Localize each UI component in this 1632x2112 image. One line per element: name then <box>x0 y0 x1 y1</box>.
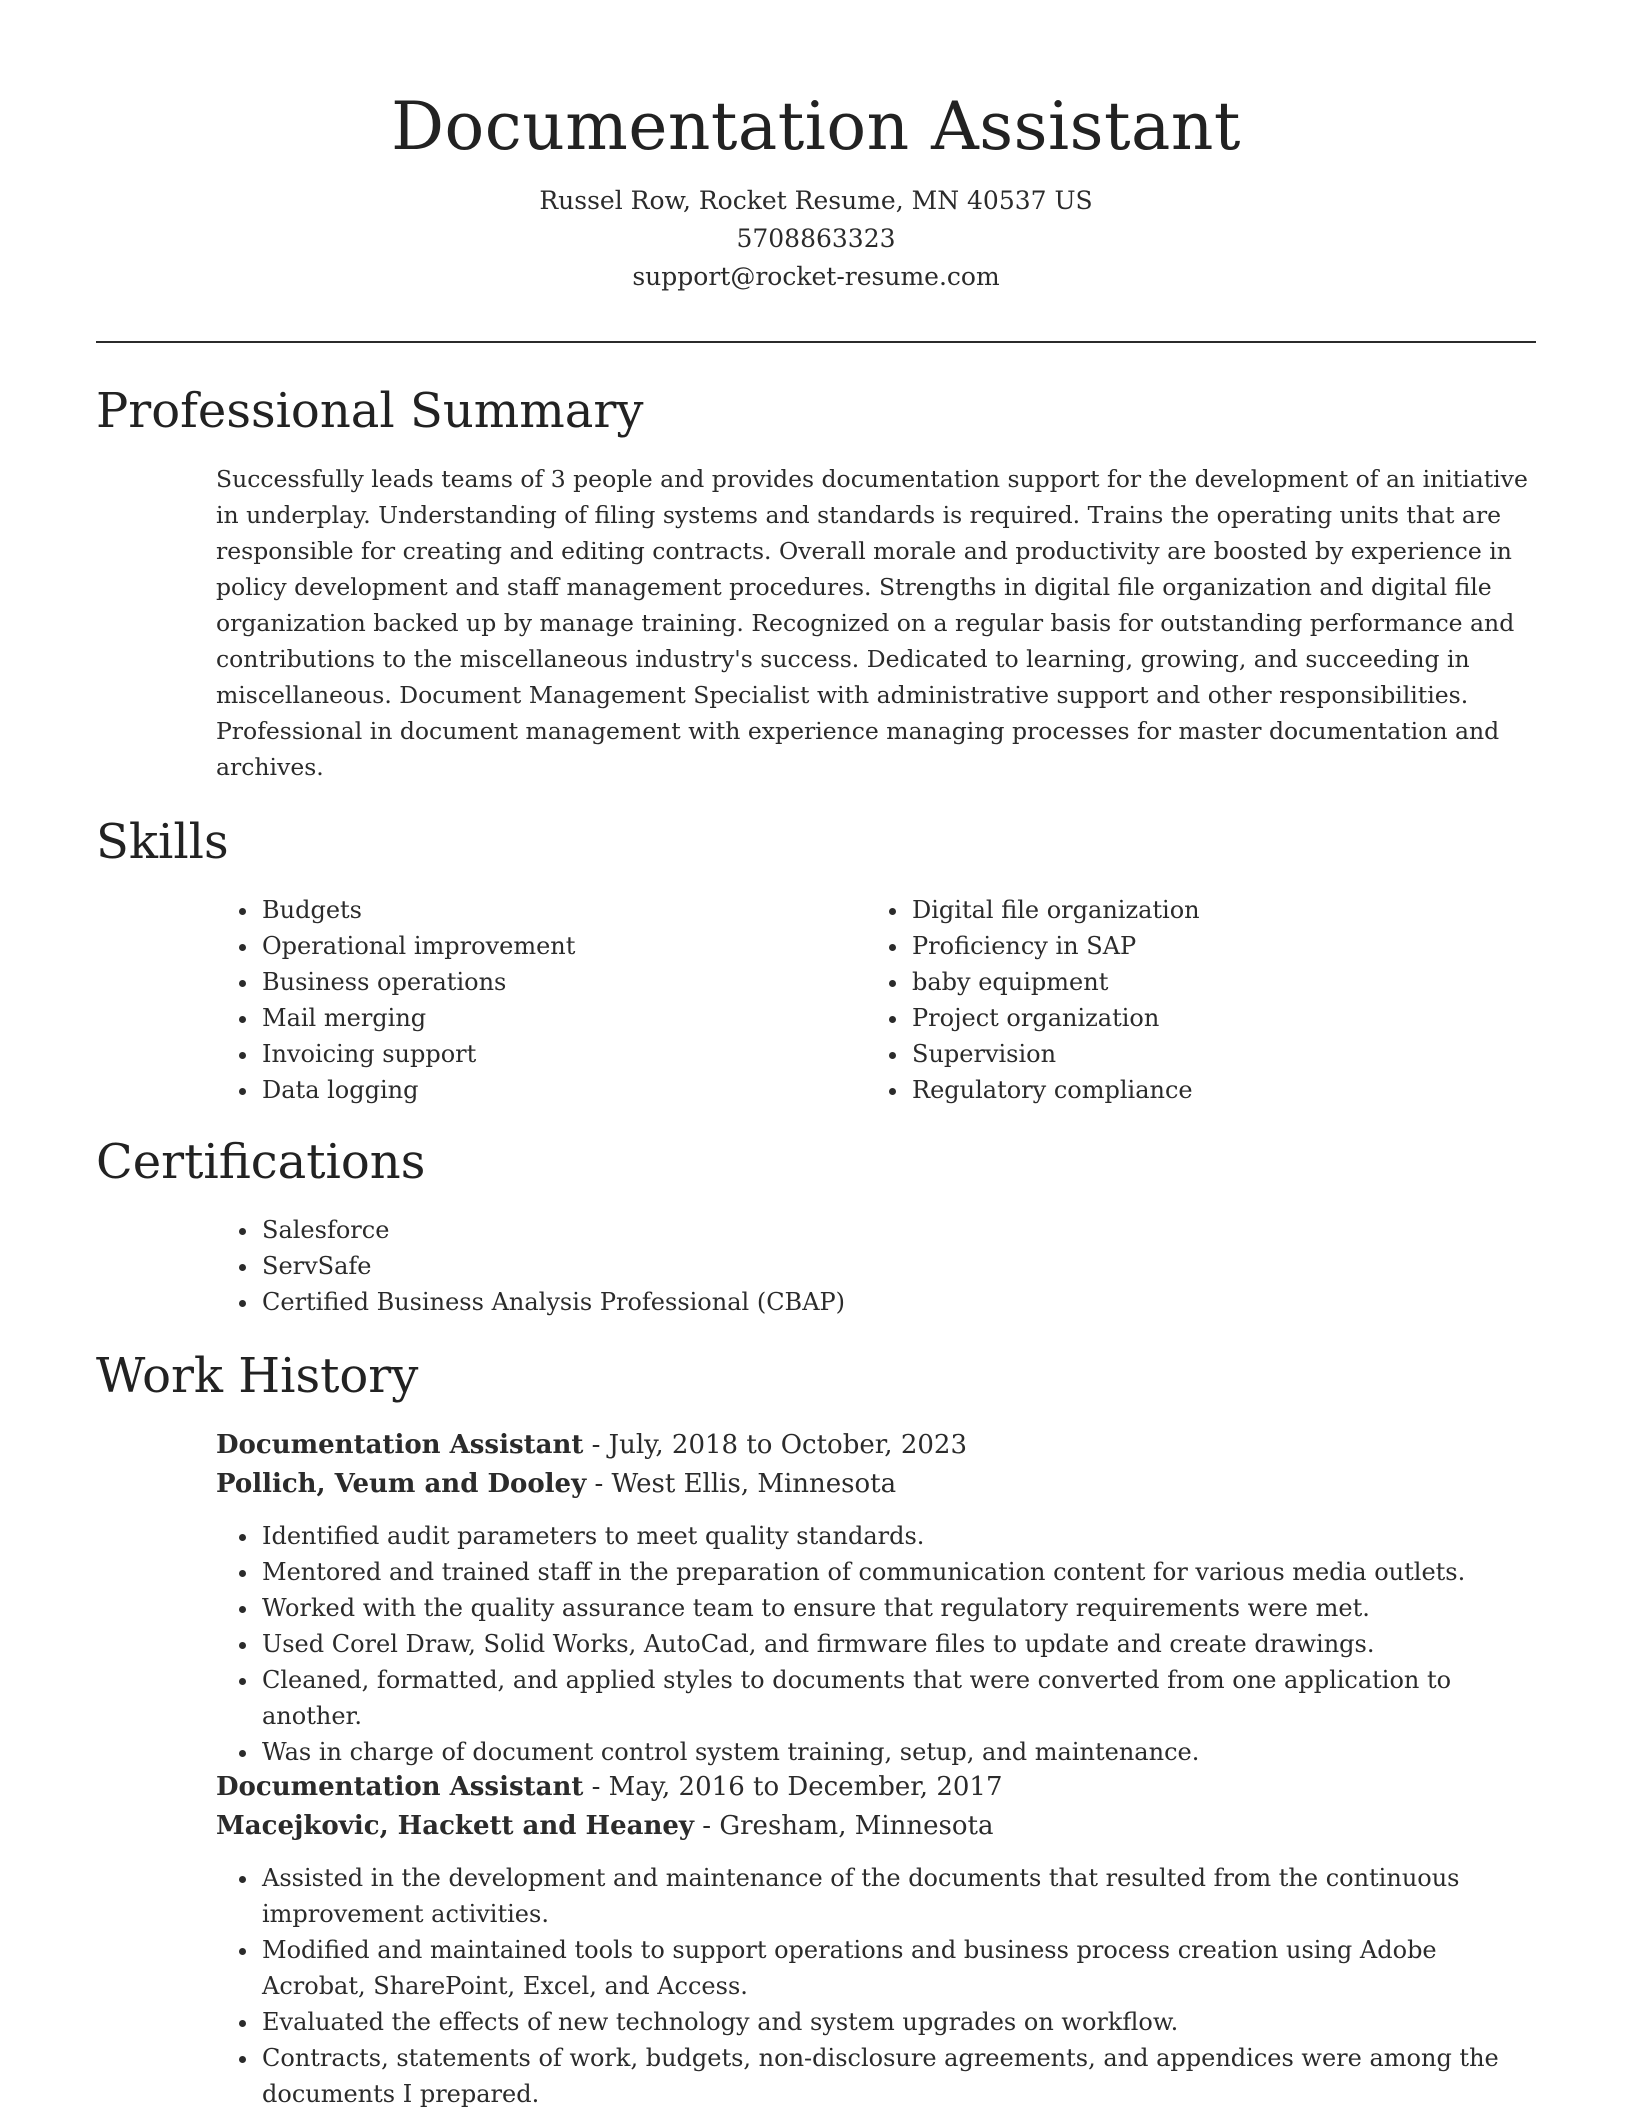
job-dates: - May, 2016 to December, 2017 <box>583 1772 1003 1802</box>
section-title-skills: Skills <box>96 814 229 870</box>
job-dates: - July, 2018 to October, 2023 <box>583 1430 967 1460</box>
list-item: • Budgets <box>260 892 836 928</box>
resume-header <box>0 0 1632 296</box>
phone: 5708863323 <box>736 224 896 253</box>
job-location: - Gresham, Minnesota <box>694 1811 994 1841</box>
list-item: • Evaluated the effects of new technology and system upgrades on workflow. <box>260 2004 1536 2040</box>
job-company: Pollich, Veum and Dooley <box>216 1469 587 1499</box>
list-item: • Proficiency in SAP <box>910 928 1486 964</box>
skills-list-left <box>216 892 836 1108</box>
list-item: • Certified Business Analysis Professional (CBAP) <box>260 1284 1516 1320</box>
list-item: • Used Corel Draw, Solid Works, AutoCad, and firmware files to update and create drawings. <box>260 1626 1536 1662</box>
job-company-line <box>216 1807 1536 1846</box>
summary-text: Successfully leads teams of 3 people and provides documentation support for the development of an initiative in underplay. Understanding of filing systems and standards is required. Trains the operating units that are responsible for creating and editing contracts. Overall morale and productivity are boosted by experience in policy development and staff management procedures. Strengths in digital file organization and digital file organization backed up by manage training. Recognized on a regular basis for outstanding performance and contributions to the miscellaneous industry's success. Dedicated to learning, growing, and succeeding in miscellaneous. Document Management Specialist with administrative support and other responsibilities. Professional in document management with experience managing processes for master documentation and archives. <box>216 465 1528 781</box>
list-item: • Invoicing support <box>260 1036 836 1072</box>
job-title-line <box>216 1426 1536 1465</box>
job-entry <box>216 1426 1536 1770</box>
email: support@rocket-resume.com <box>632 262 1000 291</box>
contact-block <box>0 182 1632 296</box>
certifications-block <box>216 1212 1516 1320</box>
resume-name: Documentation Assistant <box>391 88 1241 165</box>
job-entry <box>216 1768 1536 2112</box>
list-item: • Salesforce <box>260 1212 1516 1248</box>
skills-column-right <box>866 892 1486 1108</box>
list-item: • Business operations <box>260 964 836 1000</box>
section-title-summary: Professional Summary <box>96 383 644 439</box>
list-item: • Operational improvement <box>260 928 836 964</box>
job-role: Documentation Assistant <box>216 1772 584 1802</box>
list-item: • Project organization <box>910 1000 1486 1036</box>
address: Russel Row, Rocket Resume, MN 40537 US <box>539 186 1093 215</box>
job-location: - West Ellis, Minnesota <box>586 1469 897 1499</box>
list-item: • Was in charge of document control system training, setup, and maintenance. <box>260 1734 1536 1770</box>
list-item: • Modified and maintained tools to support operations and business process creation using Adobe Acrobat, SharePoint, Excel, and Access. <box>260 1932 1536 2004</box>
job-company: Macejkovic, Hackett and Heaney <box>216 1811 695 1841</box>
list-item: • Identified audit parameters to meet quality standards. <box>260 1518 1536 1554</box>
header-divider <box>96 341 1536 343</box>
list-item: • Contracts, statements of work, budgets, non-disclosure agreements, and appendices were among the documents I prepared. <box>260 2040 1536 2112</box>
list-item: • Mentored and trained staff in the preparation of communication content for various media outlets. <box>260 1554 1536 1590</box>
list-item: • Digital file organization <box>910 892 1486 928</box>
list-item: • Data logging <box>260 1072 836 1108</box>
job-bullets <box>216 1860 1536 2112</box>
job-bullets <box>216 1518 1536 1770</box>
list-item: • Worked with the quality assurance team to ensure that regulatory requirements were met. <box>260 1590 1536 1626</box>
job-role: Documentation Assistant <box>216 1430 584 1460</box>
list-item: • Regulatory compliance <box>910 1072 1486 1108</box>
list-item: • Assisted in the development and maintenance of the documents that resulted from the continuous improvement activities. <box>260 1860 1536 1932</box>
skills-list-right <box>866 892 1486 1108</box>
job-title-line <box>216 1768 1536 1807</box>
list-item: • Supervision <box>910 1036 1486 1072</box>
list-item: • Cleaned, formatted, and applied styles to documents that were converted from one application to another. <box>260 1662 1536 1734</box>
certifications-list <box>216 1212 1516 1320</box>
section-title-certifications: Certifications <box>96 1134 426 1190</box>
list-item: • baby equipment <box>910 964 1486 1000</box>
section-title-work-history: Work History <box>96 1348 419 1404</box>
job-company-line <box>216 1465 1536 1504</box>
list-item: • ServSafe <box>260 1248 1516 1284</box>
list-item: • Mail merging <box>260 1000 836 1036</box>
skills-column-left <box>216 892 836 1108</box>
